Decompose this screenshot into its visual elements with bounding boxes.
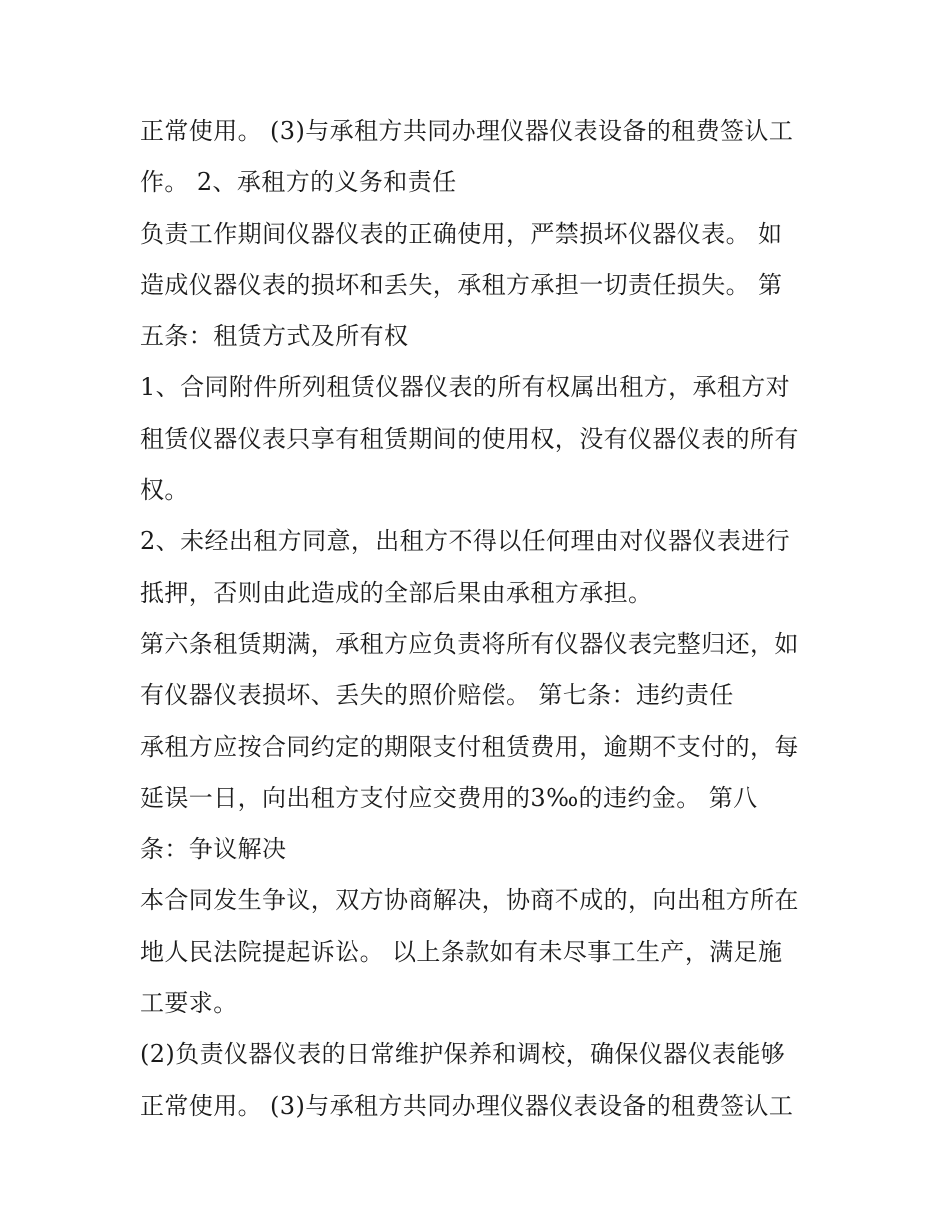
text-line: 权。 (140, 476, 189, 505)
text-line: 工要求。 (140, 989, 238, 1018)
text-line: 本合同发生争议，双方协商解决，协商不成的，向出租方所在 (140, 886, 799, 915)
text-line: 1、合同附件所列租赁仪器仪表的所有权属出租方，承租方对 (140, 373, 791, 402)
text-line: 有仪器仪表损坏、丢失的照价赔偿。 第七条：违约责任 (140, 681, 734, 710)
text-line: 造成仪器仪表的损坏和丢失，承租方承担一切责任损失。 第 (140, 270, 783, 299)
text-line: 租赁仪器仪表只享有租赁期间的使用权，没有仪器仪表的所有 (140, 424, 799, 453)
text-line: 作。 2、承租方的义务和责任 (140, 168, 457, 197)
text-line: 地人民法院提起诉讼。 以上条款如有未尽事工生产，满足施 (140, 937, 783, 966)
text-line: 正常使用。 (3)与承租方共同办理仪器仪表设备的租费签认工 (140, 1091, 794, 1120)
text-line: 第六条租赁期满，承租方应负责将所有仪器仪表完整归还，如 (140, 629, 799, 658)
text-line: 2、未经出租方同意，出租方不得以任何理由对仪器仪表进行 (140, 527, 791, 556)
text-line: 抵押，否则由此造成的全部后果由承租方承担。 (140, 578, 653, 607)
text-line: (2)负责仪器仪表的日常维护保养和调校，确保仪器仪表能够 (140, 1040, 786, 1069)
text-line: 五条：租赁方式及所有权 (140, 322, 409, 351)
text-line: 承租方应按合同约定的期限支付租赁费用，逾期不支付的，每 (140, 732, 799, 761)
text-line: 延误一日，向出租方支付应交费用的3‰的违约金。 第八 (140, 783, 758, 812)
text-line: 正常使用。 (3)与承租方共同办理仪器仪表设备的租费签认工 (140, 117, 794, 145)
document-body (140, 106, 830, 1132)
text-line: 条：争议解决 (140, 835, 287, 864)
text-line: 负责工作期间仪器仪表的正确使用，严禁损坏仪器仪表。 如 (140, 219, 783, 248)
